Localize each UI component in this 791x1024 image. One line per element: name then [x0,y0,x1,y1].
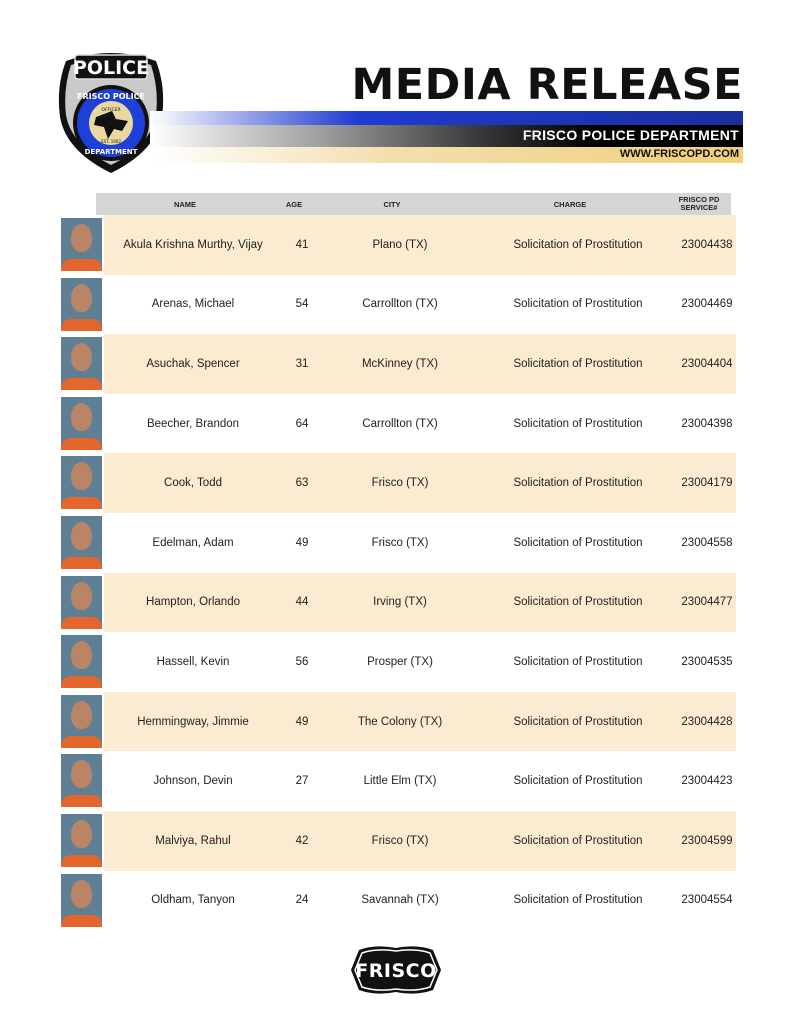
cell-charge: Solicitation of Prostitution [513,536,643,549]
cell-city: Frisco (TX) [371,536,429,549]
header-service-line2: SERVICE# [680,203,718,212]
cell-age: 27 [295,775,309,788]
cell-service-number: 23004179 [681,477,733,490]
row-cells [104,573,736,633]
cell-city: The Colony (TX) [357,715,443,728]
table-row [61,751,731,811]
table-row [61,394,731,454]
row-cells [104,334,736,394]
cell-age: 41 [295,238,309,251]
cell-charge: Solicitation of Prostitution [513,596,643,609]
row-cells [104,751,736,811]
cell-name: Johnson, Devin [153,775,233,788]
table-row [61,692,731,752]
cell-name: Akula Krishna Murthy, Vijay [123,238,263,251]
cell-city: Little Elm (TX) [363,775,437,788]
page-title: MEDIA RELEASE [351,60,743,110]
row-cells [104,811,736,871]
cell-service-number: 23004554 [681,894,733,907]
svg-text:DEPARTMENT: DEPARTMENT [84,148,138,156]
cell-city: Prosper (TX) [367,655,433,668]
cell-city: Irving (TX) [373,596,427,609]
cell-city: Frisco (TX) [371,477,429,490]
table-row [61,334,731,394]
table-body [61,215,731,930]
cell-charge: Solicitation of Prostitution [513,715,643,728]
mugshot-photo [61,635,102,688]
cell-service-number: 23004477 [681,596,733,609]
table-header [96,193,731,215]
cell-city: McKinney (TX) [361,357,439,370]
arrest-table [61,193,731,930]
cell-name: Hassell, Kevin [156,655,230,668]
mugshot-photo [61,874,102,927]
cell-name: Beecher, Brandon [146,417,240,430]
cell-service-number: 23004535 [681,655,733,668]
cell-name: Hemmingway, Jimmie [137,715,249,728]
header-service [670,196,728,213]
cell-age: 42 [295,834,309,847]
cell-charge: Solicitation of Prostitution [513,775,643,788]
cell-age: 63 [295,477,309,490]
cell-age: 56 [295,655,309,668]
header-service-line1: FRISCO PD [678,194,720,204]
cell-charge: Solicitation of Prostitution [513,655,643,668]
cell-name: Asuchak, Spencer [146,357,240,370]
cell-charge: Solicitation of Prostitution [513,357,643,370]
cell-name: Hampton, Orlando [146,596,240,609]
cell-charge: Solicitation of Prostitution [513,894,643,907]
website-url: WWW.FRISCOPD.COM [619,148,739,160]
mugshot-photo [61,397,102,450]
cell-age: 44 [295,596,309,609]
cell-age: 54 [295,298,309,311]
header-blue-band [150,111,743,125]
cell-city: Savannah (TX) [361,894,439,907]
cell-service-number: 23004428 [681,715,733,728]
svg-text:OFFICER: OFFICER [101,108,121,113]
table-row [61,811,731,871]
table-row [61,453,731,513]
row-cells [104,453,736,513]
header-city: CITY [383,199,401,209]
cell-charge: Solicitation of Prostitution [513,834,643,847]
cell-service-number: 23004404 [681,357,733,370]
svg-text:EST. 1902: EST. 1902 [101,139,121,144]
header-name: NAME [173,199,197,209]
mugshot-photo [61,754,102,807]
table-row [61,573,731,633]
row-cells [104,215,736,275]
cell-charge: Solicitation of Prostitution [513,417,643,430]
cell-city: Frisco (TX) [371,834,429,847]
cell-service-number: 23004558 [681,536,733,549]
table-row [61,632,731,692]
svg-text:FRISCO: FRISCO [355,960,437,982]
cell-age: 49 [295,536,309,549]
cell-charge: Solicitation of Prostitution [513,477,643,490]
cell-age: 49 [295,715,309,728]
table-row [61,513,731,573]
cell-name: Oldham, Tanyon [151,894,235,907]
frisco-shield-logo [345,944,447,996]
row-cells [104,275,736,335]
row-cells [104,692,736,752]
header-age: AGE [285,199,303,209]
police-badge-logo [58,47,164,175]
cell-name: Malviya, Rahul [155,834,231,847]
mugshot-photo [61,337,102,390]
row-cells [104,513,736,573]
cell-city: Carrollton (TX) [362,417,438,430]
cell-city: Carrollton (TX) [362,298,438,311]
mugshot-photo [61,516,102,569]
cell-charge: Solicitation of Prostitution [513,298,643,311]
cell-service-number: 23004438 [681,238,733,251]
cell-service-number: 23004398 [681,417,733,430]
cell-service-number: 23004599 [681,834,733,847]
row-cells [104,632,736,692]
row-cells [104,394,736,454]
cell-name: Edelman, Adam [152,536,234,549]
table-row [61,275,731,335]
mugshot-photo [61,695,102,748]
table-row [61,871,731,931]
mugshot-photo [61,278,102,331]
svg-text:FRISCO POLICE: FRISCO POLICE [77,92,145,101]
cell-name: Arenas, Michael [151,298,235,311]
cell-age: 31 [295,357,309,370]
cell-city: Plano (TX) [372,238,428,251]
department-name: FRISCO POLICE DEPARTMENT [522,127,739,143]
mugshot-photo [61,814,102,867]
svg-text:POLICE: POLICE [72,57,150,79]
header-charge: CHARGE [553,199,587,209]
cell-age: 24 [295,894,309,907]
mugshot-photo [61,218,102,271]
cell-service-number: 23004469 [681,298,733,311]
cell-service-number: 23004423 [681,775,733,788]
mugshot-photo [61,456,102,509]
mugshot-photo [61,576,102,629]
cell-age: 64 [295,417,309,430]
row-cells [104,871,736,931]
cell-charge: Solicitation of Prostitution [513,238,643,251]
cell-name: Cook, Todd [164,477,222,490]
table-row [61,215,731,275]
